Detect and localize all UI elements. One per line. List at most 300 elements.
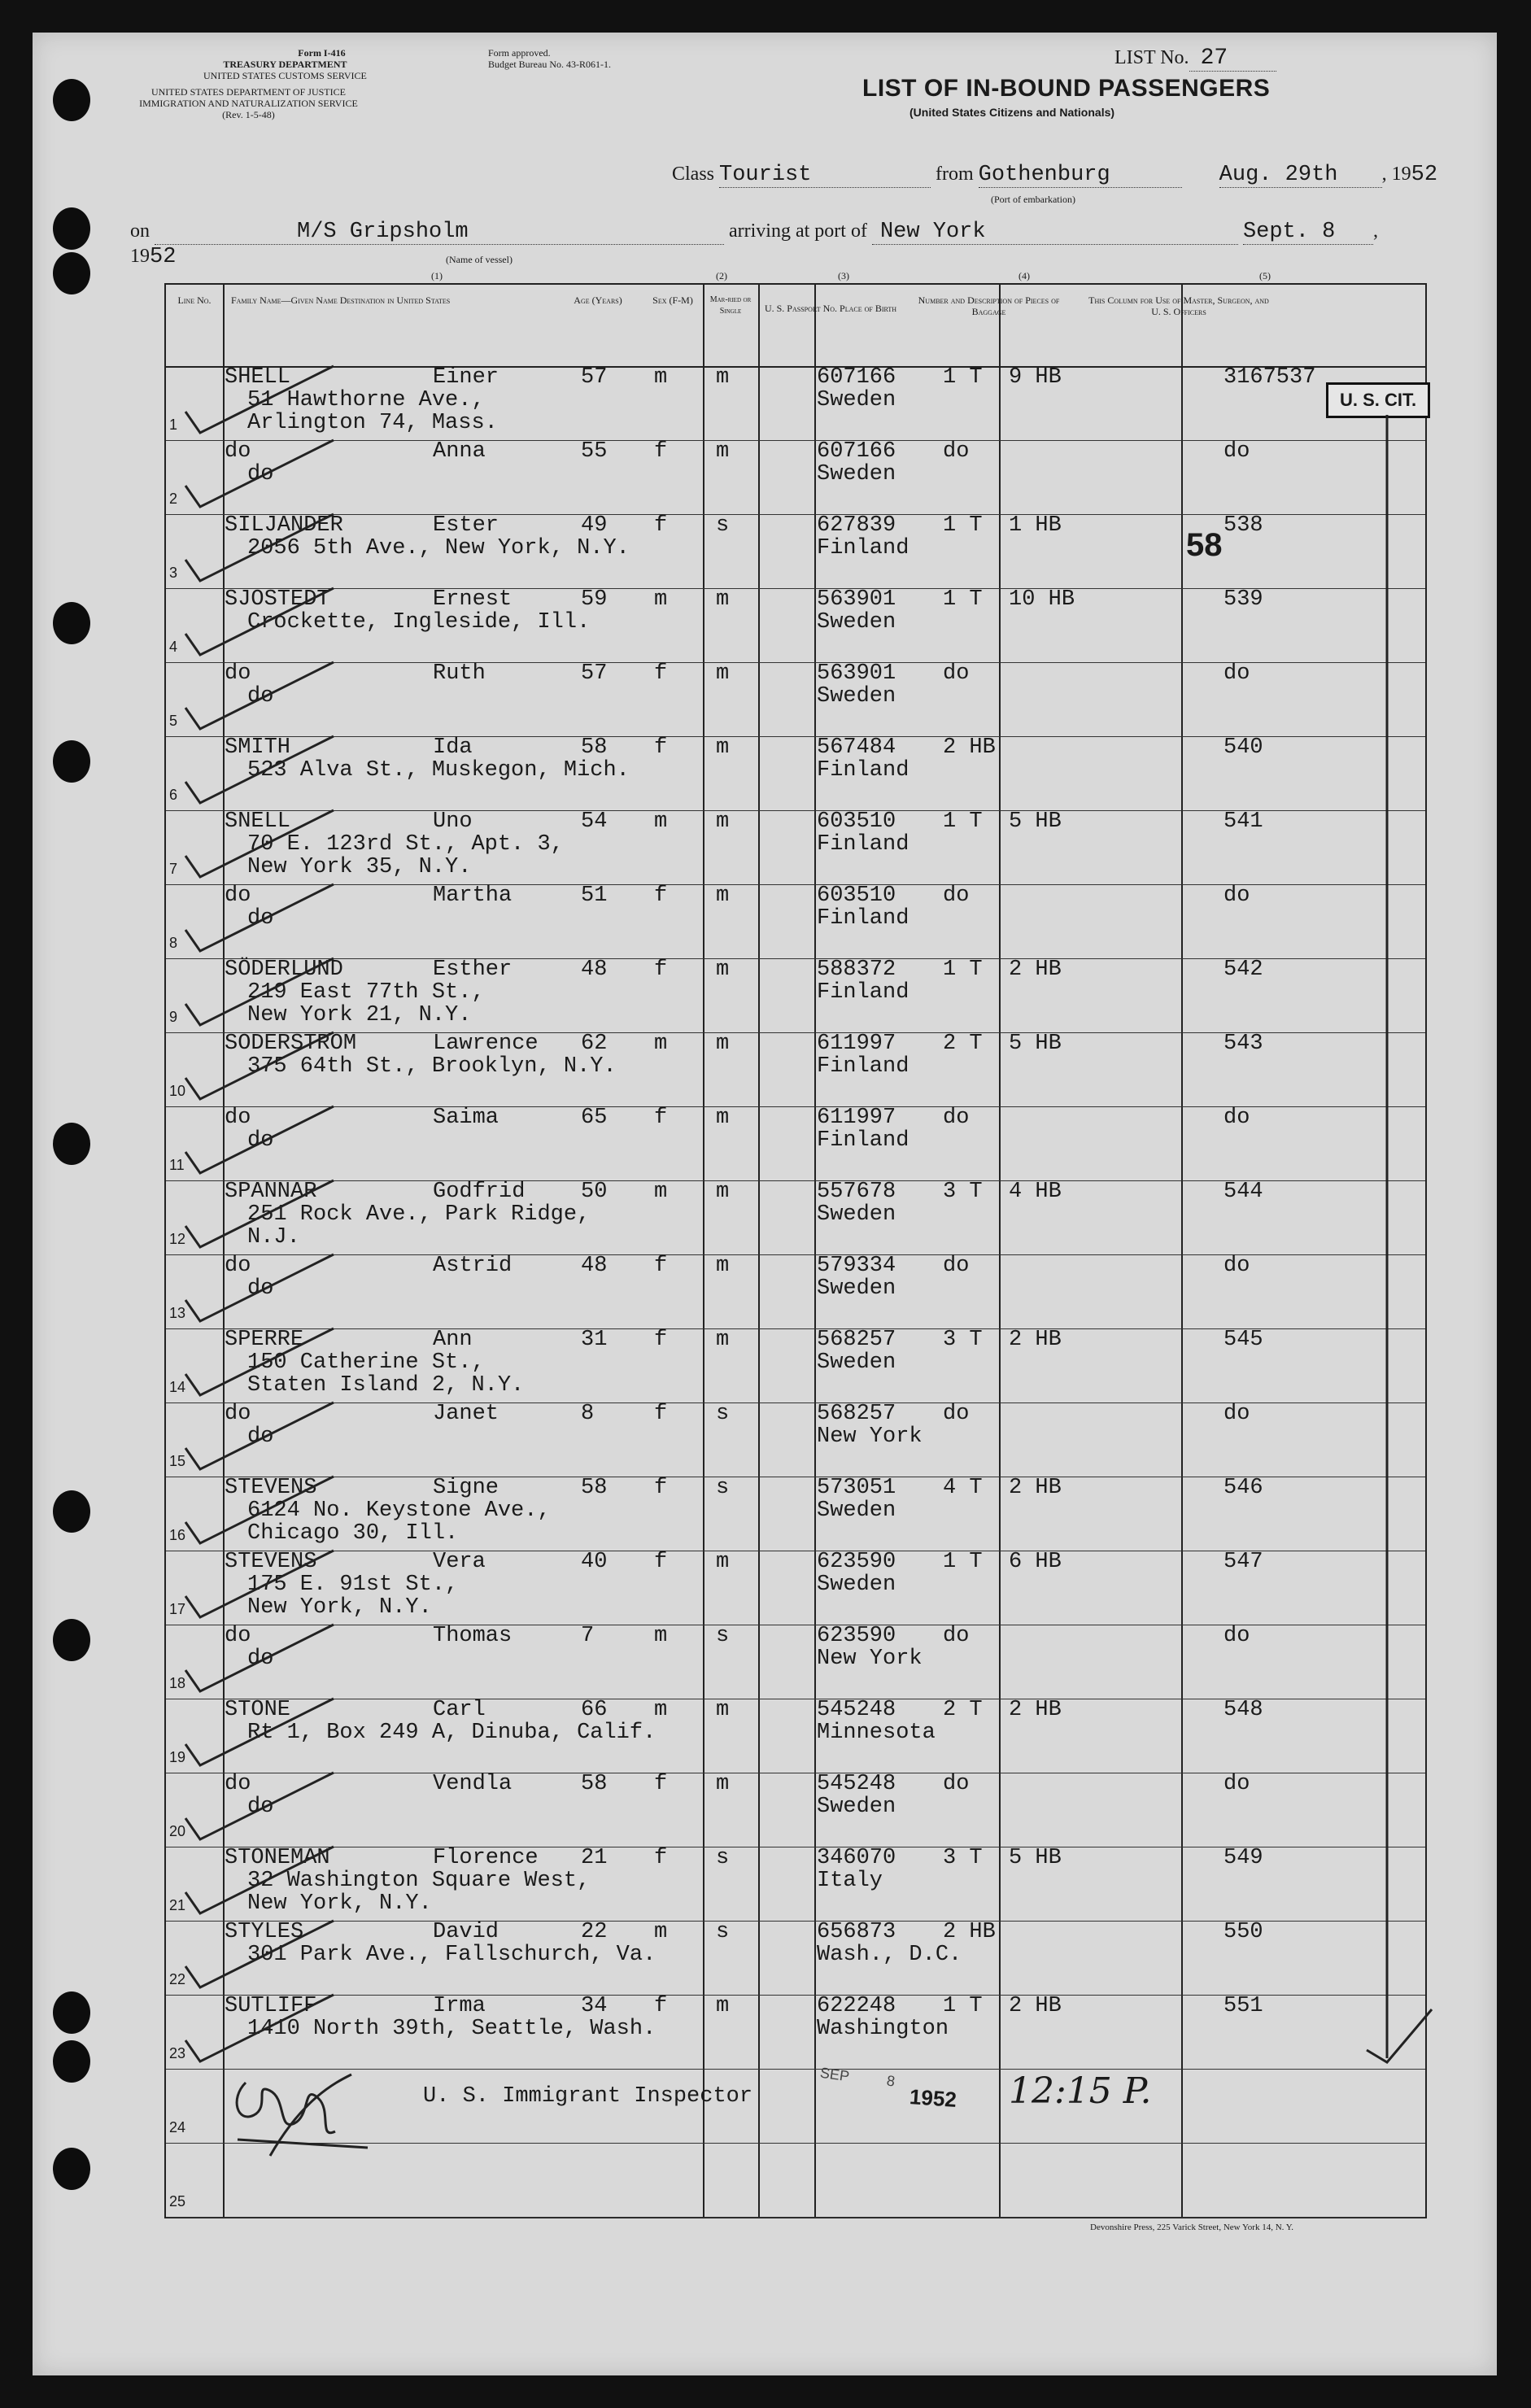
passenger-marital-status: m [716, 587, 730, 612]
passenger-sex: m [654, 1032, 668, 1056]
punch-hole [53, 1123, 90, 1165]
inspector-label: U. S. Immigrant Inspector [423, 2084, 753, 2109]
justice-dept: UNITED STATES DEPARTMENT OF JUSTICE [150, 86, 346, 98]
baggage-description: do [943, 1772, 970, 1796]
officer-note: 548 [1223, 1698, 1263, 1722]
passenger-given-name: Saima [433, 1106, 499, 1130]
passenger-given-name: Florence [433, 1846, 539, 1870]
passenger-given-name: Ida [433, 735, 473, 760]
baggage-description: 1 T 5 HB [943, 809, 1062, 834]
passport-number: 611997 [817, 1106, 896, 1130]
officer-note: 3167537 [1223, 365, 1316, 390]
passenger-marital-status: s [716, 1920, 730, 1944]
place-of-birth: Sweden [817, 684, 896, 709]
col-name: Family Name—Given Name Destination in United States [231, 294, 451, 306]
line-number: 20 [169, 1823, 186, 1839]
punch-hole [53, 1619, 90, 1661]
passenger-age: 31 [581, 1328, 608, 1352]
passenger-age: 21 [581, 1846, 608, 1870]
col-age: Age (Years) [574, 294, 622, 306]
passenger-given-name: Uno [433, 809, 473, 834]
officer-note: 549 [1223, 1846, 1263, 1870]
passenger-destination: do [247, 462, 274, 486]
passenger-surname: SÖDERLUND [225, 958, 343, 982]
line-number: 18 [169, 1675, 186, 1691]
baggage-description: 1 T 6 HB [943, 1550, 1062, 1574]
passenger-given-name: Irma [433, 1994, 486, 2018]
passenger-surname: STEVENS [225, 1476, 317, 1500]
line-number: 25 [169, 2193, 186, 2210]
line-number: 17 [169, 1601, 186, 1617]
passenger-destination: 2056 5th Ave., New York, N.Y. [247, 536, 630, 561]
passenger-marital-status: s [716, 513, 730, 538]
col-num-5: (5) [1259, 270, 1271, 281]
passport-number: 607166 [817, 439, 896, 464]
arrival-time: 12:15 P. [1009, 2070, 1152, 2112]
passenger-given-name: Esther [433, 958, 513, 982]
approved-text: Form approved. [488, 47, 551, 59]
passport-number: 567484 [817, 735, 896, 760]
passenger-surname: STONE [225, 1698, 291, 1722]
budget-text: Budget Bureau No. 43-R061-1. [488, 59, 611, 70]
passenger-marital-status: m [716, 365, 730, 390]
officer-note: 545 [1223, 1328, 1263, 1352]
passenger-age: 55 [581, 439, 608, 464]
passenger-sex: m [654, 365, 668, 390]
us-citizen-stamp: U. S. CIT. [1326, 382, 1430, 418]
line-number: 10 [169, 1083, 186, 1099]
line-number: 23 [169, 2045, 186, 2061]
passport-number: 623590 [817, 1550, 896, 1574]
passenger-marital-status: s [716, 1846, 730, 1870]
officer-note: do [1223, 1106, 1250, 1130]
officer-note: do [1223, 1624, 1250, 1648]
passenger-sex: f [654, 1846, 668, 1870]
passenger-surname: SNELL [225, 809, 291, 834]
officer-note: do [1223, 1772, 1250, 1796]
passenger-sex: f [654, 735, 668, 760]
embarkation-port: Gothenburg [979, 163, 1182, 188]
passenger-destination: 70 E. 123rd St., Apt. 3, New York 35, N.Y. [247, 832, 564, 879]
col-officers: This Column for Use of Master, Surgeon, and U. S. Officers [1088, 294, 1269, 317]
passenger-age: 66 [581, 1698, 608, 1722]
place-of-birth: Sweden [817, 1498, 896, 1523]
passenger-count: 58 [1186, 527, 1223, 563]
officer-note: 541 [1223, 809, 1263, 834]
on-label: on [130, 220, 150, 242]
passenger-given-name: Martha [433, 883, 513, 908]
passenger-marital-status: m [716, 1254, 730, 1278]
passport-number: 579334 [817, 1254, 896, 1278]
passenger-sex: f [654, 513, 668, 538]
passenger-surname: SODERSTROM [225, 1032, 357, 1056]
form-number: Form I-416 [298, 47, 346, 59]
officer-note: 542 [1223, 958, 1263, 982]
baggage-description: 1 T 2 HB [943, 958, 1062, 982]
passenger-sex: m [654, 587, 668, 612]
passenger-given-name: Ann [433, 1328, 473, 1352]
passenger-sex: m [654, 1698, 668, 1722]
passport-number: 573051 [817, 1476, 896, 1500]
punch-hole [53, 602, 90, 644]
passenger-age: 57 [581, 365, 608, 390]
passenger-age: 8 [581, 1402, 595, 1426]
col-passport: U. S. Passport No. Place of Birth [764, 303, 897, 314]
passport-number: 656873 [817, 1920, 896, 1944]
baggage-description: 4 T 2 HB [943, 1476, 1062, 1500]
col-sex: Sex (F-M) [652, 294, 693, 306]
baggage-description: do [943, 883, 970, 908]
passenger-destination: 1410 North 39th, Seattle, Wash. [247, 2017, 656, 2041]
departure-date: Aug. 29th [1219, 163, 1382, 188]
passport-number: 346070 [817, 1846, 896, 1870]
col-num-2: (2) [716, 270, 727, 281]
place-of-birth: Sweden [817, 1795, 896, 1819]
passenger-sex: f [654, 883, 668, 908]
baggage-description: 2 HB [943, 735, 996, 760]
punch-hole [53, 2148, 90, 2190]
place-of-birth: Finland [817, 536, 909, 561]
passenger-destination: do [247, 1276, 274, 1301]
officer-note: do [1223, 1402, 1250, 1426]
officer-note: 543 [1223, 1032, 1263, 1056]
baggage-description: do [943, 1402, 970, 1426]
line-number: 12 [169, 1231, 186, 1247]
passport-number: 545248 [817, 1698, 896, 1722]
place-of-birth: Washington [817, 2017, 949, 2041]
passenger-marital-status: s [716, 1624, 730, 1648]
col-baggage: Number and Description of Pieces of Baggage [918, 294, 1060, 317]
year-prefix: , 19 [130, 220, 1378, 267]
officer-note: do [1223, 883, 1250, 908]
baggage-description: 3 T 4 HB [943, 1180, 1062, 1204]
passenger-surname: do [225, 1106, 251, 1130]
baggage-description: 1 T 9 HB [943, 365, 1062, 390]
passport-number: 568257 [817, 1402, 896, 1426]
passenger-sex: f [654, 1254, 668, 1278]
passenger-marital-status: m [716, 439, 730, 464]
passenger-sex: f [654, 1328, 668, 1352]
vessel-name: M/S Gripsholm [155, 220, 724, 245]
passenger-sex: f [654, 1994, 668, 2018]
passenger-marital-status: m [716, 1698, 730, 1722]
col-num-4: (4) [1018, 270, 1030, 281]
passenger-given-name: Ester [433, 513, 499, 538]
list-value: 27 [1189, 46, 1277, 72]
place-of-birth: Sweden [817, 462, 896, 486]
place-of-birth: Sweden [817, 1350, 896, 1375]
passenger-age: 7 [581, 1624, 595, 1648]
baggage-description: do [943, 1624, 970, 1648]
passenger-surname: SPANNAR [225, 1180, 317, 1204]
baggage-description: 1 T 1 HB [943, 513, 1062, 538]
form-header [130, 47, 367, 120]
passenger-destination: 32 Washington Square West, New York, N.Y. [247, 1869, 591, 1916]
passenger-surname: do [225, 1254, 251, 1278]
passenger-age: 34 [581, 1994, 608, 2018]
passenger-destination: Crockette, Ingleside, Ill. [247, 610, 591, 635]
vessel-line [130, 220, 1424, 269]
passenger-sex: f [654, 1476, 668, 1500]
passenger-marital-status: m [716, 809, 730, 834]
place-of-birth: Italy [817, 1869, 883, 1893]
passenger-marital-status: m [716, 1180, 730, 1204]
officer-note: 546 [1223, 1476, 1263, 1500]
class-line [672, 163, 1437, 188]
passenger-sex: f [654, 1402, 668, 1426]
passenger-destination: 219 East 77th St., New York 21, N.Y. [247, 980, 485, 1027]
punch-hole [53, 79, 90, 121]
from-label: from [936, 164, 974, 185]
col-married: Mar-ried or Single [709, 295, 752, 316]
port-caption: (Port of embarkation) [991, 194, 1075, 205]
passenger-surname: STONEMAN [225, 1846, 330, 1870]
passport-number: 603510 [817, 809, 896, 834]
vessel-caption: (Name of vessel) [446, 254, 513, 265]
passenger-marital-status: m [716, 958, 730, 982]
punch-hole [53, 1490, 90, 1533]
page-subtitle: (United States Citizens and Nationals) [909, 106, 1115, 119]
passenger-sex: f [654, 1106, 668, 1130]
passenger-given-name: Astrid [433, 1254, 513, 1278]
passenger-sex: f [654, 1550, 668, 1574]
line-number: 8 [169, 935, 178, 951]
passenger-destination: do [247, 1424, 274, 1449]
passenger-table [164, 283, 1427, 2218]
arriving-label: arriving at port of [729, 220, 867, 242]
passenger-given-name: Janet [433, 1402, 499, 1426]
page-title: LIST OF IN-BOUND PASSENGERS [862, 75, 1271, 102]
passenger-age: 65 [581, 1106, 608, 1130]
passenger-destination: 150 Catherine St., Staten Island 2, N.Y. [247, 1350, 525, 1398]
passenger-age: 51 [581, 883, 608, 908]
line-number: 4 [169, 639, 178, 655]
passenger-marital-status: m [716, 661, 730, 686]
passenger-sex: m [654, 1920, 668, 1944]
passenger-marital-status: s [716, 1402, 730, 1426]
list-number [1114, 46, 1276, 71]
place-of-birth: Finland [817, 758, 909, 783]
date-stamp-year: 1952 [909, 2084, 957, 2112]
passenger-surname: do [225, 1402, 251, 1426]
passenger-destination: do [247, 1128, 274, 1153]
punch-hole [53, 252, 90, 294]
customs-service: UNITED STATES CUSTOMS SERVICE [203, 70, 367, 81]
passenger-sex: m [654, 809, 668, 834]
col-num-1: (1) [431, 270, 443, 281]
passenger-sex: f [654, 439, 668, 464]
place-of-birth: Finland [817, 1054, 909, 1079]
line-number: 14 [169, 1379, 186, 1395]
passenger-age: 58 [581, 1476, 608, 1500]
punch-hole [53, 740, 90, 783]
passenger-marital-status: m [716, 1328, 730, 1352]
place-of-birth: Finland [817, 1128, 909, 1153]
baggage-description: 1 T 2 HB [943, 1994, 1062, 2018]
passenger-given-name: Thomas [433, 1624, 513, 1648]
departure-year: 52 [1411, 163, 1438, 187]
passenger-destination: do [247, 684, 274, 709]
punch-hole [53, 207, 90, 250]
passenger-marital-status: m [716, 1550, 730, 1574]
passenger-surname: do [225, 883, 251, 908]
passenger-marital-status: m [716, 1772, 730, 1796]
passenger-marital-status: m [716, 883, 730, 908]
officer-note: 538 [1223, 513, 1263, 538]
passenger-marital-status: s [716, 1476, 730, 1500]
officer-note: 547 [1223, 1550, 1263, 1574]
passenger-destination: 251 Rock Ave., Park Ridge, N.J. [247, 1202, 591, 1250]
passenger-destination: do [247, 906, 274, 931]
passenger-age: 58 [581, 1772, 608, 1796]
line-number: 15 [169, 1453, 186, 1469]
passenger-surname: SHELL [225, 365, 291, 390]
class-label: Class [672, 164, 715, 185]
passenger-marital-status: m [716, 1032, 730, 1056]
revision: (Rev. 1-5-48) [222, 109, 275, 120]
officer-note: 544 [1223, 1180, 1263, 1204]
passenger-age: 40 [581, 1550, 608, 1574]
baggage-description: 3 T 2 HB [943, 1328, 1062, 1352]
passenger-surname: SILJANDER [225, 513, 343, 538]
line-number: 24 [169, 2119, 186, 2135]
officer-note: 539 [1223, 587, 1263, 612]
col-num-3: (3) [838, 270, 849, 281]
line-number: 1 [169, 417, 178, 433]
line-number: 22 [169, 1971, 186, 1987]
place-of-birth: New York [817, 1424, 923, 1449]
passport-number: 607166 [817, 365, 896, 390]
baggage-description: do [943, 1106, 970, 1130]
line-number: 16 [169, 1527, 186, 1543]
arrival-date: Sept. 8 [1243, 220, 1373, 245]
passport-number: 545248 [817, 1772, 896, 1796]
list-label: LIST No. [1114, 47, 1189, 68]
passenger-destination: do [247, 1647, 274, 1671]
line-number: 3 [169, 565, 178, 581]
passenger-age: 57 [581, 661, 608, 686]
place-of-birth: Finland [817, 832, 909, 857]
baggage-description: 2 HB [943, 1920, 996, 1944]
passenger-surname: SUTLIFF [225, 1994, 317, 2018]
passenger-sex: f [654, 1772, 668, 1796]
passenger-surname: do [225, 661, 251, 686]
line-number: 5 [169, 713, 178, 729]
passport-number: 603510 [817, 883, 896, 908]
passenger-age: 22 [581, 1920, 608, 1944]
place-of-birth: Sweden [817, 1573, 896, 1597]
officer-note: 551 [1223, 1994, 1263, 2018]
punch-hole [53, 1991, 90, 2034]
officer-note: 540 [1223, 735, 1263, 760]
officer-note: 550 [1223, 1920, 1263, 1944]
passenger-destination: 523 Alva St., Muskegon, Mich. [247, 758, 630, 783]
passenger-given-name: Lawrence [433, 1032, 539, 1056]
place-of-birth: Finland [817, 906, 909, 931]
passport-number: 563901 [817, 587, 896, 612]
arrival-year: 52 [150, 245, 177, 269]
passport-number: 627839 [817, 513, 896, 538]
year-prefix: , 19 [1381, 164, 1411, 185]
passenger-surname: do [225, 439, 251, 464]
baggage-description: 2 T 5 HB [943, 1032, 1062, 1056]
passenger-age: 54 [581, 809, 608, 834]
passport-number: 568257 [817, 1328, 896, 1352]
passenger-age: 48 [581, 958, 608, 982]
place-of-birth: New York [817, 1647, 923, 1671]
passenger-destination: 301 Park Ave., Fallschurch, Va. [247, 1943, 656, 1967]
passenger-given-name: Ernest [433, 587, 513, 612]
line-number: 2 [169, 491, 178, 507]
baggage-description: 3 T 5 HB [943, 1846, 1062, 1870]
passenger-given-name: Einer [433, 365, 499, 390]
line-number: 11 [169, 1157, 185, 1173]
passenger-destination: Rt 1, Box 249 A, Dinuba, Calif. [247, 1721, 656, 1745]
passenger-marital-status: m [716, 1994, 730, 2018]
passenger-given-name: David [433, 1920, 499, 1944]
printer-credit: Devonshire Press, 225 Varick Street, New York 14, N. Y. [1090, 2223, 1294, 2232]
passport-number: 622248 [817, 1994, 896, 2018]
passenger-given-name: Ruth [433, 661, 486, 686]
passport-number: 563901 [817, 661, 896, 686]
passenger-marital-status: m [716, 1106, 730, 1130]
place-of-birth: Sweden [817, 1202, 896, 1227]
treasury-dept: TREASURY DEPARTMENT [223, 59, 347, 70]
passenger-age: 50 [581, 1180, 608, 1204]
passenger-destination: 175 E. 91st St., New York, N.Y. [247, 1573, 459, 1620]
passenger-given-name: Carl [433, 1698, 486, 1722]
passenger-surname: do [225, 1772, 251, 1796]
passport-number: 588372 [817, 958, 896, 982]
line-number: 6 [169, 787, 178, 803]
passenger-surname: SMITH [225, 735, 291, 760]
passenger-given-name: Godfrid [433, 1180, 526, 1204]
passenger-sex: f [654, 958, 668, 982]
passenger-sex: m [654, 1624, 668, 1648]
passenger-surname: STYLES [225, 1920, 304, 1944]
punch-hole [53, 2040, 90, 2083]
passenger-given-name: Vendla [433, 1772, 513, 1796]
place-of-birth: Minnesota [817, 1721, 936, 1745]
officer-note: do [1223, 1254, 1250, 1278]
baggage-description: 1 T 10 HB [943, 587, 1075, 612]
passenger-destination: 6124 No. Keystone Ave., Chicago 30, Ill. [247, 1498, 551, 1546]
baggage-description: 2 T 2 HB [943, 1698, 1062, 1722]
arrival-port: New York [872, 220, 1238, 245]
passenger-sex: f [654, 661, 668, 686]
passenger-age: 48 [581, 1254, 608, 1278]
passport-number: 557678 [817, 1180, 896, 1204]
baggage-description: do [943, 439, 970, 464]
inspector-signature [221, 2050, 384, 2164]
passport-number: 623590 [817, 1624, 896, 1648]
line-number: 7 [169, 861, 178, 877]
passenger-destination: 375 64th St., Brooklyn, N.Y. [247, 1054, 617, 1079]
passenger-given-name: Anna [433, 439, 486, 464]
place-of-birth: Sweden [817, 388, 896, 412]
baggage-description: do [943, 1254, 970, 1278]
passport-number: 611997 [817, 1032, 896, 1056]
passenger-destination: 51 Hawthorne Ave., Arlington 74, Mass. [247, 388, 498, 435]
passenger-surname: SPERRE [225, 1328, 304, 1352]
passenger-destination: do [247, 1795, 274, 1819]
passenger-surname: STEVENS [225, 1550, 317, 1574]
ins-label: IMMIGRATION AND NATURALIZATION SERVICE [139, 98, 358, 109]
officer-note: do [1223, 439, 1250, 464]
place-of-birth: Sweden [817, 1276, 896, 1301]
line-number: 19 [169, 1749, 186, 1765]
passenger-age: 59 [581, 587, 608, 612]
